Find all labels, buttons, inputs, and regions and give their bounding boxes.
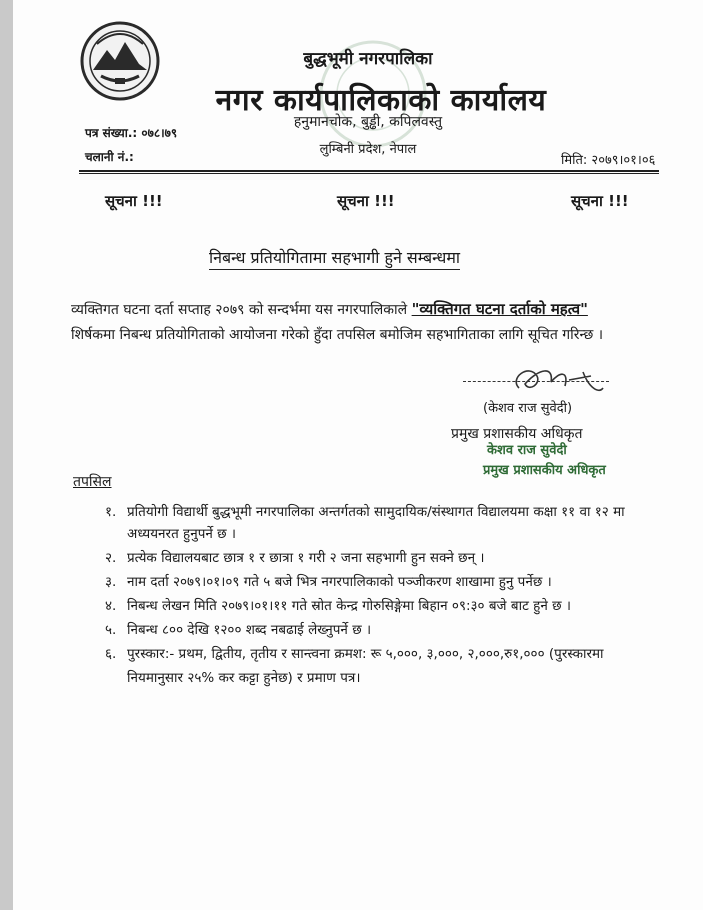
signatory-title: प्रमुख प्रशासकीय अधिकृत <box>451 426 583 442</box>
list-item-number: ६. <box>105 646 117 662</box>
tapasil-heading: तपसिल <box>73 474 112 490</box>
list-item-number: १. <box>105 504 117 520</box>
letter-number: पत्र संख्या.: ०७८।७९ <box>85 126 178 140</box>
org-name-small: बुद्धभूमी नगरपालिका <box>303 49 433 69</box>
header-rule-thin <box>79 173 659 174</box>
list-item-text: नाम दर्ता २०७९।०१।०९ गते ५ बजे भित्र नगरपालिकाको पञ्जीकरण शाखामा हुनु पर्नेछ । <box>127 574 552 590</box>
body-text: व्यक्तिगत घटना दर्ता सप्ताह २०७९ को सन्दर्भमा यस नगरपालिकाले <box>71 302 412 318</box>
stamp-title: प्रमुख प्रशासकीय अधिकृत <box>483 463 606 478</box>
office-title: नगर कार्यपालिकाको कार्यालय <box>215 83 547 118</box>
list-item-text: पुरस्कार:- प्रथम, द्वितीय, तृतीय र सान्त्वना क्रमश: रू ५,०००, ३,०००, २,०००,रु१,००० (पुरस्कारमा <box>127 646 604 662</box>
list-item-text: प्रत्येक विद्यालयबाट छात्र १ र छात्रा १ गरी २ जना सहभागी हुन सक्ने छन् । <box>127 550 485 566</box>
essay-topic: "व्यक्तिगत घटना दर्ताको महत्व" <box>411 300 588 318</box>
signatory-name: (केशव राज सुवेदी) <box>483 401 573 416</box>
stamp-name: केशव राज सुवेदी <box>487 443 567 458</box>
list-item-text: नियमानुसार २५% कर कट्टा हुनेछ) र प्रमाण पत्र। <box>127 670 361 686</box>
letter-date: मिति: २०७९।०१।०६ <box>561 153 656 168</box>
body-paragraph-line-1 <box>71 299 588 319</box>
list-item-text: निबन्ध लेखन मिति २०७९।०१।११ गते स्रोत केन्द्र गोरुसिङ्गेमा बिहान ०९:३० बजे बाट हुने छ । <box>127 598 571 614</box>
office-address: हनुमानचोक, बुड्ढी, कपिलवस्तु <box>293 114 443 130</box>
list-item-number: २. <box>105 550 117 566</box>
header-rule <box>79 170 659 172</box>
letter-page <box>13 0 703 910</box>
body-paragraph-line-2: शिर्षकमा निबन्ध प्रतियोगिताको आयोजना गरेको हुँदा तपसिल बमोजिम सहभागिताका लागि सूचित गरिन्छ । <box>71 327 604 343</box>
list-item-number: ४. <box>105 598 117 614</box>
notice-heading-center: सूचना !!! <box>337 192 395 210</box>
subject-line: निबन्ध प्रतियोगितामा सहभागी हुने सम्बन्धमा <box>209 246 460 270</box>
list-item-number: ३. <box>105 574 117 590</box>
list-item-text: अध्ययनरत हुनुपर्ने छ । <box>127 526 237 542</box>
province-line: लुम्बिनी प्रदेश, नेपाल <box>319 142 417 157</box>
list-item-text: निबन्ध ८०० देखि १२०० शब्द नबढाई लेख्नुपर्ने छ । <box>127 622 372 638</box>
notice-heading-left: सूचना !!! <box>105 192 163 210</box>
list-item-text: प्रतियोगी विद्यार्थी बुद्धभूमी नगरपालिका अन्तर्गतको सामुदायिक/संस्थागत विद्यालयमा कक्षा ११ वा १२ मा <box>127 504 625 520</box>
dispatch-number: चलानी नं.: <box>85 150 134 164</box>
notice-heading-right: सूचना !!! <box>571 192 629 210</box>
list-item-number: ५. <box>105 622 117 638</box>
